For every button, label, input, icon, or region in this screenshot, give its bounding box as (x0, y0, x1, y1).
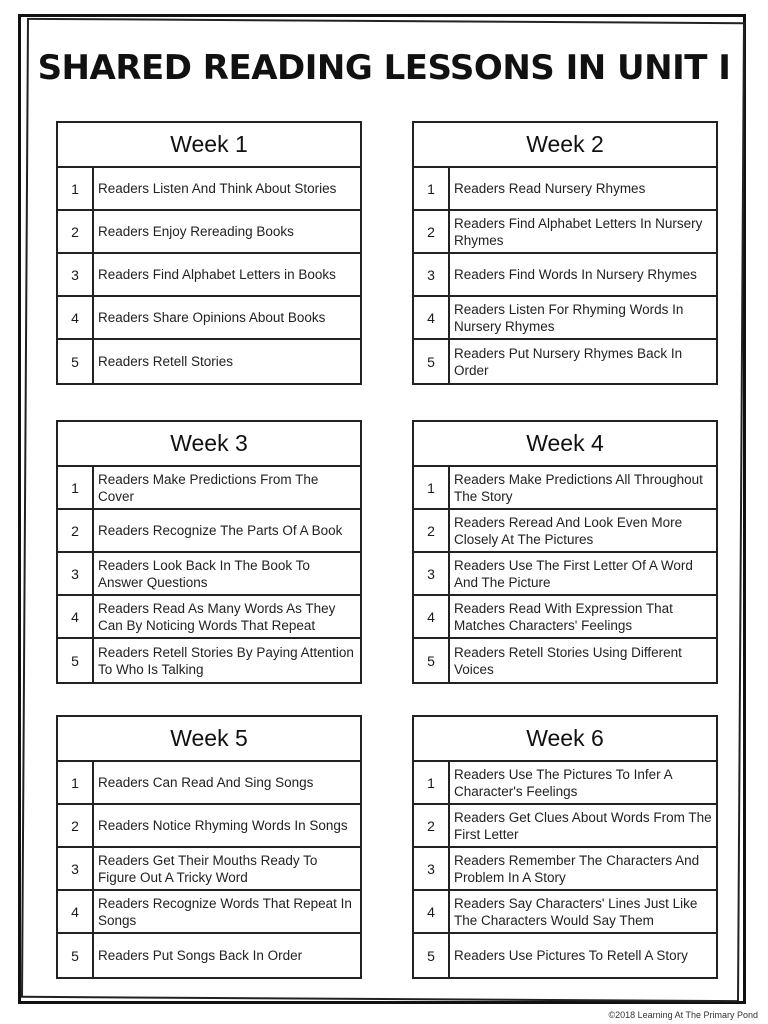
copyright-footer: ©2018 Learning At The Primary Pond (608, 1010, 758, 1020)
lesson-number: 5 (414, 934, 450, 977)
lesson-number: 5 (58, 934, 94, 977)
lesson-number: 5 (414, 340, 450, 383)
lesson-row (58, 254, 360, 297)
lesson-row (58, 340, 360, 383)
lesson-row (414, 848, 716, 891)
lesson-number: 4 (58, 596, 94, 637)
lesson-number: 1 (58, 168, 94, 209)
lesson-row (58, 805, 360, 848)
lesson-title: Readers Retell Stories Using Different Voices (454, 644, 682, 677)
lesson-number: 2 (414, 211, 450, 252)
lesson-row (414, 553, 716, 596)
lesson-number: 2 (414, 510, 450, 551)
week-2-table (412, 121, 718, 385)
lesson-row (414, 168, 716, 211)
lesson-title: Readers Notice Rhyming Words In Songs (98, 818, 348, 833)
week-header: Week 4 (414, 422, 716, 467)
lesson-title: Readers Remember The Characters And Problem In A Story (454, 852, 700, 885)
lesson-title: Readers Listen For Rhyming Words In Nursery Rhymes (454, 301, 684, 334)
week-header: Week 3 (58, 422, 360, 467)
lesson-row (414, 805, 716, 848)
lesson-number: 3 (58, 553, 94, 594)
week-6-table (412, 715, 718, 979)
lesson-row (58, 762, 360, 805)
lesson-row (414, 762, 716, 805)
lesson-row (58, 596, 360, 639)
lesson-title: Readers Make Predictions All Throughout The Story (454, 471, 703, 504)
lesson-row (414, 891, 716, 934)
lesson-number: 2 (58, 510, 94, 551)
lesson-title: Readers Share Opinions About Books (98, 310, 326, 325)
lesson-title: Readers Read Nursery Rhymes (454, 181, 646, 196)
lesson-title: Readers Retell Stories By Paying Attention To Who Is Talking (98, 644, 354, 677)
lesson-number: 5 (58, 639, 94, 682)
week-3-table (56, 420, 362, 684)
lesson-title: Readers Use Pictures To Retell A Story (454, 948, 688, 963)
lesson-number: 3 (58, 848, 94, 889)
lesson-title: Readers Say Characters' Lines Just Like The Characters Would Say Them (454, 895, 698, 928)
lesson-number: 3 (58, 254, 94, 295)
lesson-row (58, 510, 360, 553)
lesson-number: 2 (58, 805, 94, 846)
lesson-number: 1 (414, 467, 450, 508)
lesson-number: 3 (414, 848, 450, 889)
lesson-title: Readers Put Nursery Rhymes Back In Order (454, 345, 683, 378)
lesson-number: 5 (58, 340, 94, 383)
week-4-table (412, 420, 718, 684)
lesson-row (58, 297, 360, 340)
lesson-title: Readers Can Read And Sing Songs (98, 775, 314, 790)
lesson-row (58, 639, 360, 682)
week-header: Week 6 (414, 717, 716, 762)
week-1-table (56, 121, 362, 385)
lesson-title: Readers Reread And Look Even More Closely At The Pictures (454, 514, 683, 547)
lesson-title: Readers Retell Stories (98, 354, 234, 369)
lesson-title: Readers Make Predictions From The Cover (98, 471, 319, 504)
lesson-number: 2 (58, 211, 94, 252)
lesson-title: Readers Find Words In Nursery Rhymes (454, 267, 697, 282)
lesson-row (58, 848, 360, 891)
lesson-row (414, 934, 716, 977)
lesson-number: 1 (58, 467, 94, 508)
lesson-row (58, 168, 360, 211)
week-header: Week 5 (58, 717, 360, 762)
lesson-title: Readers Recognize Words That Repeat In Songs (98, 895, 352, 928)
lesson-title: Readers Read As Many Words As They Can By Noticing Words That Repeat (98, 600, 336, 633)
lesson-row (414, 340, 716, 383)
lesson-row (58, 934, 360, 977)
lesson-title: Readers Put Songs Back In Order (98, 948, 303, 963)
lesson-row (414, 297, 716, 340)
lesson-title: Readers Read With Expression That Matches Characters' Feelings (454, 600, 673, 633)
lesson-row (58, 891, 360, 934)
week-header: Week 2 (414, 123, 716, 168)
lesson-title: Readers Listen And Think About Stories (98, 181, 337, 196)
lesson-title: Readers Get Their Mouths Ready To Figure Out A Tricky Word (98, 852, 318, 885)
lesson-number: 1 (414, 762, 450, 803)
lesson-number: 1 (414, 168, 450, 209)
lesson-row (414, 510, 716, 553)
lesson-number: 2 (414, 805, 450, 846)
lesson-row (414, 467, 716, 510)
lesson-row (58, 467, 360, 510)
lesson-row (58, 553, 360, 596)
lesson-title: Readers Look Back In The Book To Answer Questions (98, 557, 310, 590)
lesson-title: Readers Find Alphabet Letters In Nursery Rhymes (454, 215, 703, 248)
lesson-number: 5 (414, 639, 450, 682)
lesson-number: 4 (58, 891, 94, 932)
lesson-number: 1 (58, 762, 94, 803)
lesson-title: Readers Get Clues About Words From The First Letter (454, 809, 712, 842)
lesson-number: 4 (414, 596, 450, 637)
week-5-table (56, 715, 362, 979)
lesson-number: 3 (414, 553, 450, 594)
lesson-number: 3 (414, 254, 450, 295)
lesson-number: 4 (414, 297, 450, 338)
week-header: Week 1 (58, 123, 360, 168)
lesson-title: Readers Use The Pictures To Infer A Character's Feelings (454, 766, 672, 799)
lesson-row (414, 254, 716, 297)
lesson-title: Readers Find Alphabet Letters in Books (98, 267, 336, 282)
page-title: SHARED READING LESSONS IN UNIT I (37, 48, 731, 88)
lesson-row (414, 639, 716, 682)
lesson-title: Readers Use The First Letter Of A Word And The Picture (454, 557, 693, 590)
lesson-title: Readers Enjoy Rereading Books (98, 224, 294, 239)
lesson-title: Readers Recognize The Parts Of A Book (98, 523, 343, 538)
lesson-row (414, 596, 716, 639)
lesson-number: 4 (58, 297, 94, 338)
lesson-row (414, 211, 716, 254)
lesson-number: 4 (414, 891, 450, 932)
lesson-row (58, 211, 360, 254)
